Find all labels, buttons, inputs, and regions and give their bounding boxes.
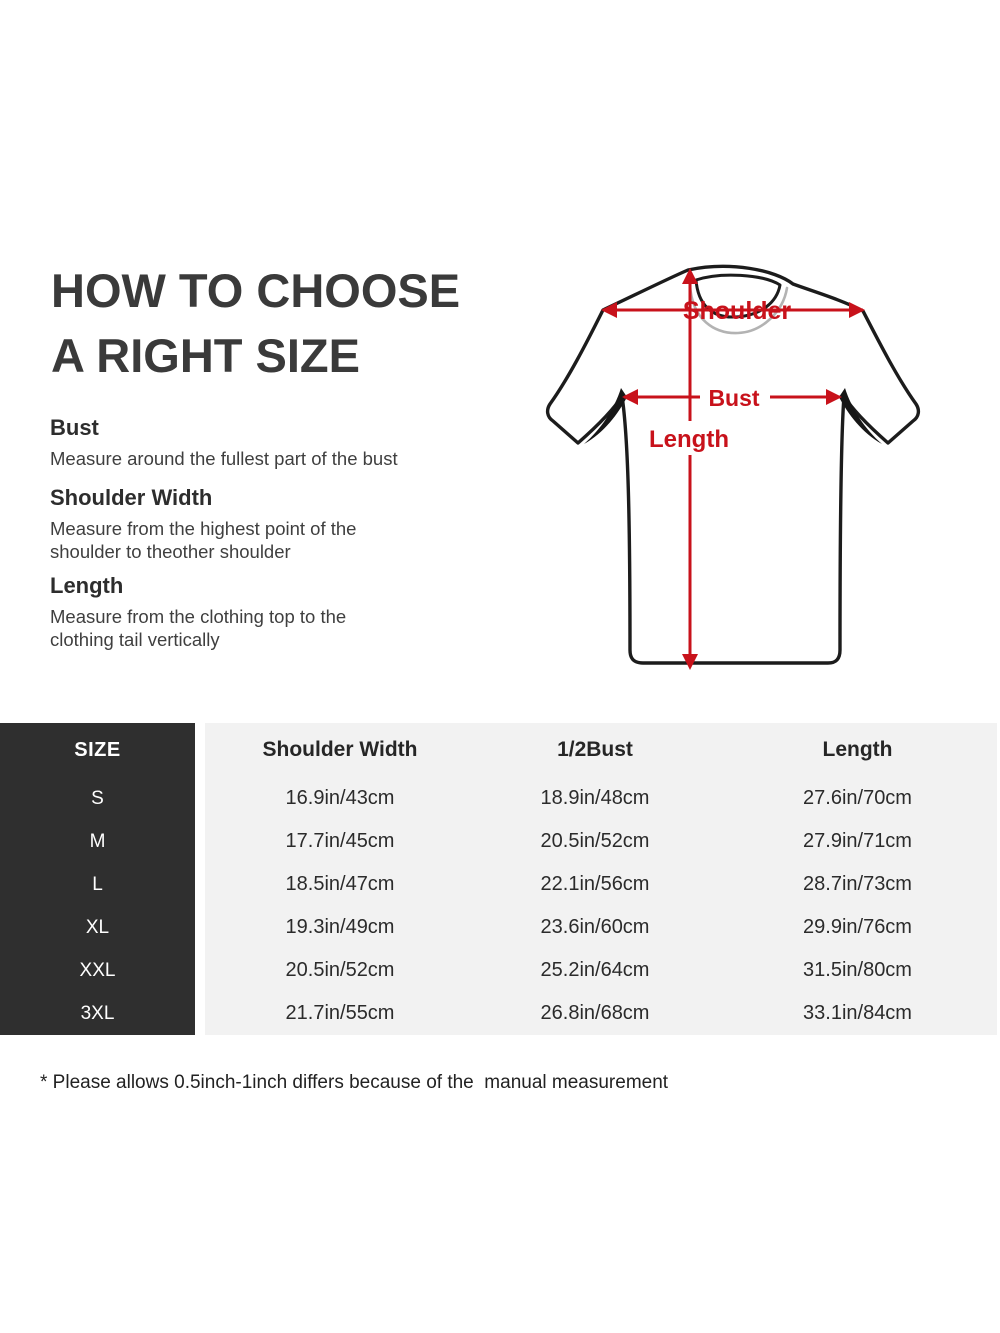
value-l-length: 28.7in/73cm xyxy=(803,873,912,895)
col-header-length: Length xyxy=(822,738,893,761)
value-3xl-half-bust: 26.8in/68cm xyxy=(540,1002,650,1024)
guide-text: Measure from the highest point of the xyxy=(50,518,357,539)
tshirt-diagram-svg xyxy=(500,240,960,680)
column-gap xyxy=(195,906,205,949)
bust-label: Bust xyxy=(708,385,760,411)
guide-text: Measure around the fullest part of the bust xyxy=(50,448,398,469)
page-title xyxy=(51,258,460,388)
value-m-half-bust: 20.5in/52cm xyxy=(540,830,650,852)
value-m-shoulder: 17.7in/45cm xyxy=(285,830,395,852)
column-gap xyxy=(195,863,205,906)
value-l-shoulder: 18.5in/47cm xyxy=(285,873,395,895)
col-header-size: SIZE xyxy=(74,738,121,761)
value-s-length: 27.6in/70cm xyxy=(803,787,912,809)
col-header-shoulder-width: Shoulder Width xyxy=(262,738,418,761)
column-gap xyxy=(195,777,205,820)
guide-heading-bust: Bust xyxy=(50,415,99,440)
page-title-line2: A RIGHT SIZE xyxy=(51,329,360,382)
shirt-outline xyxy=(548,266,919,663)
value-xxl-shoulder: 20.5in/52cm xyxy=(285,959,395,981)
value-s-shoulder: 16.9in/43cm xyxy=(285,787,395,809)
tshirt-measurement-diagram xyxy=(500,240,960,680)
size-table xyxy=(0,723,1000,1035)
column-gap xyxy=(195,949,205,992)
guide-section-bust xyxy=(50,415,398,471)
value-l-half-bust: 22.1in/56cm xyxy=(540,873,650,895)
value-xxl-length: 31.5in/80cm xyxy=(803,959,912,981)
value-s-half-bust: 18.9in/48cm xyxy=(540,787,650,809)
guide-text: shoulder to theother shoulder xyxy=(50,540,291,562)
value-xxl-half-bust: 25.2in/64cm xyxy=(540,959,650,981)
value-m-length: 27.9in/71cm xyxy=(803,830,912,852)
guide-section-length xyxy=(50,573,346,651)
page-title-line1: HOW TO CHOOSE xyxy=(51,264,461,317)
size-label-xl: XL xyxy=(85,916,110,938)
guide-text: Measure from the clothing top to the xyxy=(50,606,347,627)
value-xl-half-bust: 23.6in/60cm xyxy=(540,916,650,938)
col-header-half-bust: 1/2Bust xyxy=(557,738,633,761)
measurement-disclaimer: * Please allows 0.5inch-1inch differs because of the manual measurement xyxy=(40,1072,669,1093)
guide-text: clothing tail vertically xyxy=(50,628,220,650)
value-xl-length: 29.9in/76cm xyxy=(803,916,912,938)
value-3xl-shoulder: 21.7in/55cm xyxy=(285,1002,395,1024)
value-3xl-length: 33.1in/84cm xyxy=(803,1002,912,1024)
length-label: Length xyxy=(649,426,729,453)
column-gap xyxy=(195,992,205,1035)
size-label-3xl: 3XL xyxy=(80,1002,115,1024)
column-gap xyxy=(195,820,205,863)
size-label-s: S xyxy=(91,787,104,809)
shoulder-label: Shoulder xyxy=(682,297,792,325)
value-xl-shoulder: 19.3in/49cm xyxy=(285,916,395,938)
guide-heading-shoulder-width: Shoulder Width xyxy=(50,485,213,510)
size-label-xxl: XXL xyxy=(79,959,116,981)
guide-heading-length: Length xyxy=(50,573,124,598)
column-gap xyxy=(195,723,205,777)
size-label-l: L xyxy=(92,873,103,895)
size-label-m: M xyxy=(89,830,106,852)
guide-section-shoulder-width xyxy=(50,485,356,563)
